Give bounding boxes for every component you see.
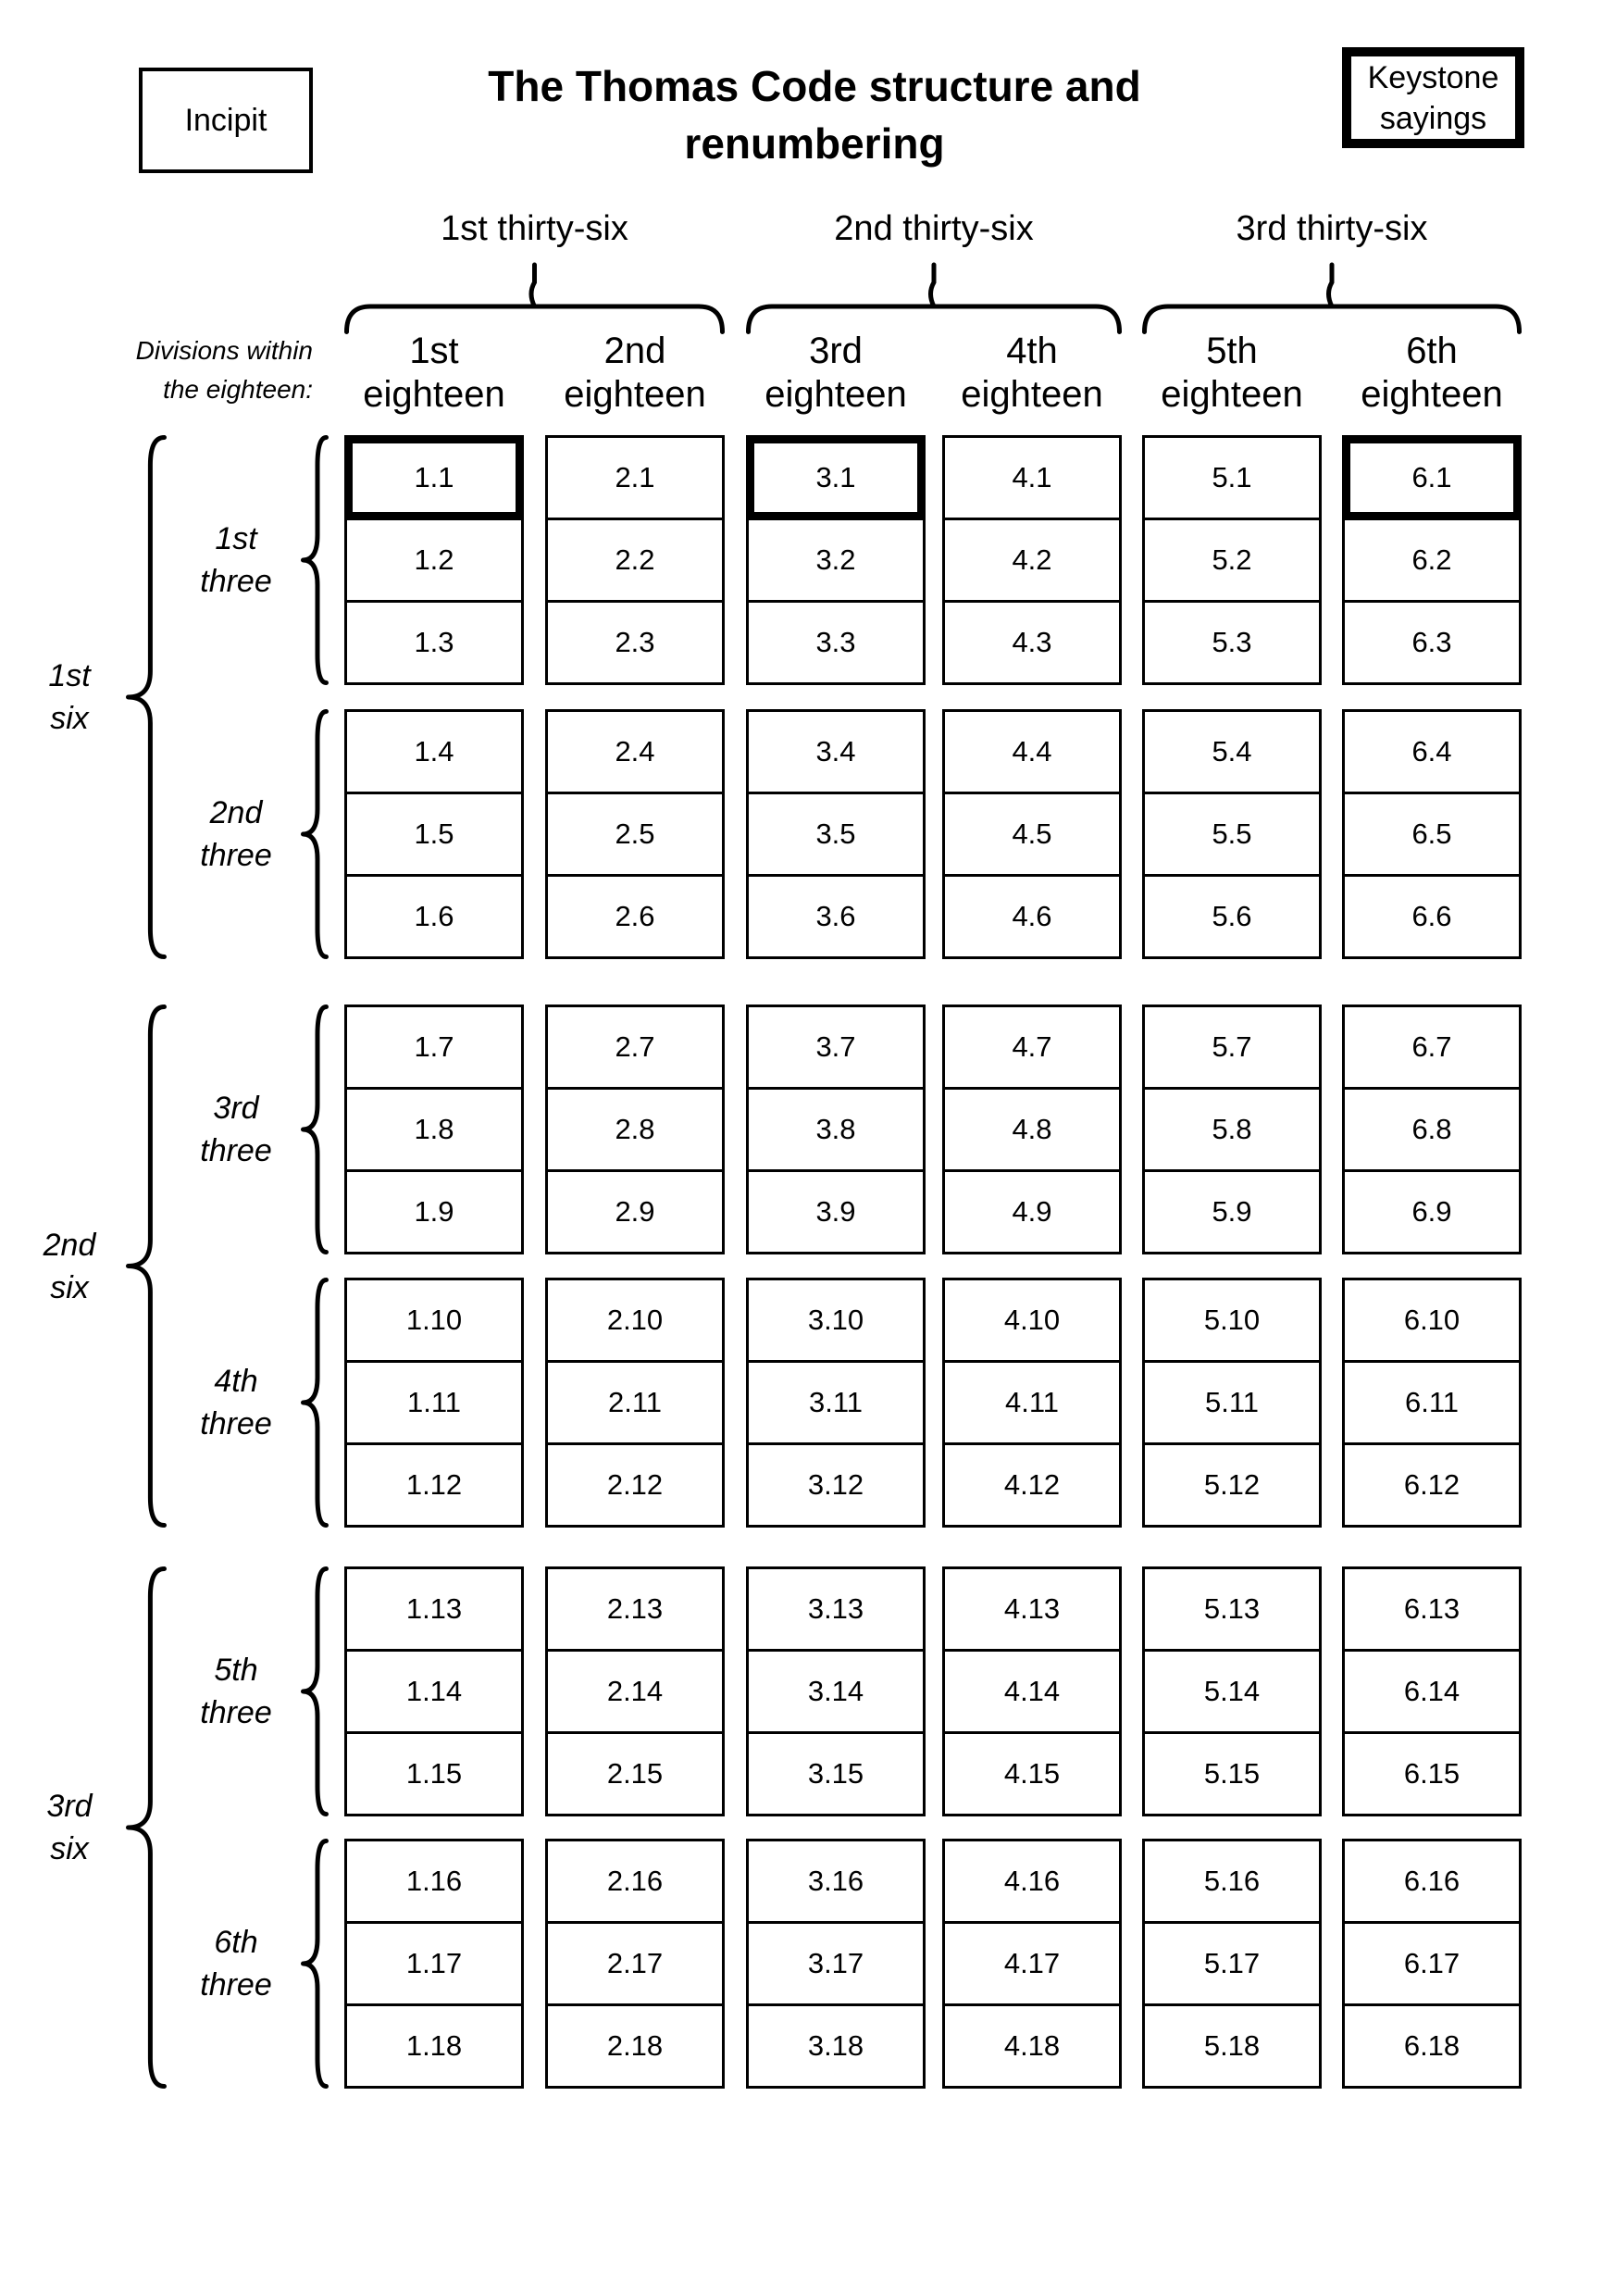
grid-cell: 4.1 <box>942 435 1122 520</box>
three-label-line-2: three <box>200 1967 272 2003</box>
column-header-line-1: 1st <box>409 331 459 371</box>
cell-group <box>746 1839 926 2089</box>
cell-group <box>746 1278 926 1528</box>
grid-cell: 4.16 <box>942 1839 1122 1924</box>
cell-group <box>545 709 725 959</box>
grid-cell: 3.5 <box>746 792 926 877</box>
column-header-line-1: 5th <box>1206 331 1258 371</box>
grid-cell: 2.11 <box>545 1360 725 1445</box>
grid-cell: 6.11 <box>1342 1360 1522 1445</box>
thirty-six-label: 3rd thirty-six <box>1236 209 1428 248</box>
title-line-2: renumbering <box>684 119 945 168</box>
grid-cell: 6.9 <box>1342 1169 1522 1254</box>
cell-group <box>746 1004 926 1254</box>
cell-group <box>1342 709 1522 959</box>
three-label-line-1: 5th <box>214 1653 258 1688</box>
six-label <box>9 1224 130 1309</box>
grid-cell: 5.6 <box>1142 874 1322 959</box>
grid-cell: 1.4 <box>344 709 524 794</box>
grid-cell: 1.3 <box>344 600 524 685</box>
six-label-line-2: six <box>50 701 89 736</box>
thirty-six-brace <box>1142 262 1522 334</box>
grid-cell: 1.8 <box>344 1087 524 1172</box>
grid-cell: 6.2 <box>1342 518 1522 603</box>
grid-cell: 1.14 <box>344 1649 524 1734</box>
three-label <box>167 1921 305 2006</box>
grid-cell: 6.7 <box>1342 1004 1522 1090</box>
grid-cell: 6.15 <box>1342 1731 1522 1816</box>
keystone-label-line-2: sayings <box>1379 100 1487 136</box>
cell-group <box>1342 1566 1522 1816</box>
grid-cell: 1.11 <box>344 1360 524 1445</box>
three-label-line-1: 3rd <box>213 1091 259 1126</box>
six-label-line-2: six <box>50 1269 89 1305</box>
column-header-line-2: eighteen <box>1361 374 1503 415</box>
six-brace <box>126 1566 167 2089</box>
cell-group <box>942 1004 1122 1254</box>
grid-cell: 1.18 <box>344 2003 524 2089</box>
grid-cell: 3.10 <box>746 1278 926 1363</box>
grid-cell: 6.14 <box>1342 1649 1522 1734</box>
grid-cell: 4.12 <box>942 1442 1122 1528</box>
grid-cell: 2.2 <box>545 518 725 603</box>
three-label <box>167 1649 305 1734</box>
grid-cell: 5.9 <box>1142 1169 1322 1254</box>
column-header-line-2: eighteen <box>363 374 505 415</box>
grid-cell: 3.2 <box>746 518 926 603</box>
keystone-cell: 6.1 <box>1342 435 1522 520</box>
grid-cell: 1.7 <box>344 1004 524 1090</box>
six-label-line-1: 1st <box>48 658 91 693</box>
column-header <box>522 330 748 417</box>
thirty-six-label: 2nd thirty-six <box>834 209 1034 248</box>
column-header <box>1319 330 1545 417</box>
grid-cell: 2.3 <box>545 600 725 685</box>
cell-group <box>1342 1278 1522 1528</box>
grid-cell: 5.2 <box>1142 518 1322 603</box>
cell-group <box>1142 1278 1322 1528</box>
grid-cell: 5.15 <box>1142 1731 1322 1816</box>
grid-cell: 5.5 <box>1142 792 1322 877</box>
grid-cell: 1.9 <box>344 1169 524 1254</box>
grid-cell: 5.12 <box>1142 1442 1322 1528</box>
grid-cell: 4.15 <box>942 1731 1122 1816</box>
grid-cell: 4.3 <box>942 600 1122 685</box>
cell-group <box>1142 435 1322 685</box>
grid-cell: 5.10 <box>1142 1278 1322 1363</box>
grid-cell: 1.17 <box>344 1921 524 2006</box>
three-label-line-1: 2nd <box>209 795 263 830</box>
cell-group <box>344 1004 524 1254</box>
column-header-line-2: eighteen <box>1161 374 1303 415</box>
cell-group <box>344 435 524 685</box>
grid-cell: 3.11 <box>746 1360 926 1445</box>
grid-cell: 2.12 <box>545 1442 725 1528</box>
grid-cell: 3.3 <box>746 600 926 685</box>
grid-cell: 2.1 <box>545 435 725 520</box>
thirty-six-brace <box>746 262 1122 334</box>
cell-group <box>1142 1566 1322 1816</box>
grid-cell: 4.9 <box>942 1169 1122 1254</box>
grid-cell: 6.17 <box>1342 1921 1522 2006</box>
three-label-line-2: three <box>200 1695 272 1730</box>
grid-cell: 5.7 <box>1142 1004 1322 1090</box>
grid-cell: 3.15 <box>746 1731 926 1816</box>
grid-cell: 5.18 <box>1142 2003 1322 2089</box>
cell-group <box>942 709 1122 959</box>
grid-cell: 6.4 <box>1342 709 1522 794</box>
grid-cell: 3.13 <box>746 1566 926 1652</box>
grid-cell: 6.6 <box>1342 874 1522 959</box>
cell-group <box>942 435 1122 685</box>
grid-cell: 2.5 <box>545 792 725 877</box>
three-label <box>167 1360 305 1445</box>
cell-group <box>746 1566 926 1816</box>
column-header-line-2: eighteen <box>961 374 1103 415</box>
cell-group <box>545 1278 725 1528</box>
grid-cell: 5.14 <box>1142 1649 1322 1734</box>
grid-cell: 3.9 <box>746 1169 926 1254</box>
keystone-label-line-1: Keystone <box>1367 59 1499 95</box>
cell-group <box>1142 1004 1322 1254</box>
three-label-line-1: 4th <box>214 1364 258 1399</box>
grid-cell: 4.5 <box>942 792 1122 877</box>
grid-cell: 4.17 <box>942 1921 1122 2006</box>
cell-group <box>344 1566 524 1816</box>
grid-cell: 2.16 <box>545 1839 725 1924</box>
grid-cell: 2.18 <box>545 2003 725 2089</box>
grid-cell: 5.17 <box>1142 1921 1322 2006</box>
grid-cell: 6.13 <box>1342 1566 1522 1652</box>
cell-group <box>545 1839 725 2089</box>
divisions-note-line-2: the eighteen: <box>163 375 313 404</box>
grid-cell: 2.14 <box>545 1649 725 1734</box>
thirty-six-label: 1st thirty-six <box>441 209 628 248</box>
grid-cell: 2.6 <box>545 874 725 959</box>
grid-cell: 4.7 <box>942 1004 1122 1090</box>
grid-cell: 6.12 <box>1342 1442 1522 1528</box>
column-header-line-1: 4th <box>1006 331 1058 371</box>
cell-group <box>545 1004 725 1254</box>
grid-cell: 5.16 <box>1142 1839 1322 1924</box>
grid-cell: 5.3 <box>1142 600 1322 685</box>
grid-cell: 6.18 <box>1342 2003 1522 2089</box>
grid-cell: 1.16 <box>344 1839 524 1924</box>
six-label-line-1: 3rd <box>46 1789 93 1824</box>
column-header-line-1: 3rd <box>809 331 863 371</box>
six-brace <box>126 1004 167 1528</box>
six-label <box>9 655 130 740</box>
grid-cell: 4.11 <box>942 1360 1122 1445</box>
grid-cell: 2.15 <box>545 1731 725 1816</box>
three-label-line-2: three <box>200 1133 272 1168</box>
grid-cell: 4.13 <box>942 1566 1122 1652</box>
cell-group <box>746 709 926 959</box>
column-header-line-1: 2nd <box>603 331 666 371</box>
grid-cell: 4.4 <box>942 709 1122 794</box>
grid-cell: 4.14 <box>942 1649 1122 1734</box>
grid-cell: 3.4 <box>746 709 926 794</box>
grid-cell: 2.9 <box>545 1169 725 1254</box>
six-brace <box>126 435 167 959</box>
column-header <box>321 330 547 417</box>
three-label <box>167 792 305 877</box>
grid-cell: 4.2 <box>942 518 1122 603</box>
grid-cell: 3.8 <box>746 1087 926 1172</box>
grid-cell: 3.14 <box>746 1649 926 1734</box>
grid-cell: 2.13 <box>545 1566 725 1652</box>
column-header <box>723 330 949 417</box>
cell-group <box>1342 1839 1522 2089</box>
cell-group <box>545 1566 725 1816</box>
title-line-1: The Thomas Code structure and <box>488 62 1141 110</box>
cell-group <box>344 709 524 959</box>
three-label-line-2: three <box>200 838 272 873</box>
six-label-line-1: 2nd <box>43 1227 96 1263</box>
grid-cell: 3.16 <box>746 1839 926 1924</box>
grid-cell: 6.3 <box>1342 600 1522 685</box>
grid-cell: 3.6 <box>746 874 926 959</box>
cell-group <box>746 435 926 685</box>
three-label-line-1: 6th <box>214 1925 258 1960</box>
grid-cell: 5.4 <box>1142 709 1322 794</box>
cell-group <box>1142 1839 1322 2089</box>
cell-group <box>1142 709 1322 959</box>
three-label <box>167 1087 305 1172</box>
three-label <box>167 518 305 603</box>
grid-cell: 3.18 <box>746 2003 926 2089</box>
grid-cell: 5.11 <box>1142 1360 1322 1445</box>
grid-cell: 4.8 <box>942 1087 1122 1172</box>
cell-group <box>1342 435 1522 685</box>
grid-cell: 1.13 <box>344 1566 524 1652</box>
cell-group <box>1342 1004 1522 1254</box>
grid-cell: 1.5 <box>344 792 524 877</box>
column-header-line-2: eighteen <box>564 374 706 415</box>
grid-cell: 2.7 <box>545 1004 725 1090</box>
grid-cell: 1.6 <box>344 874 524 959</box>
grid-cell: 5.8 <box>1142 1087 1322 1172</box>
column-header-line-1: 6th <box>1406 331 1458 371</box>
column-header <box>1119 330 1345 417</box>
divisions-note-line-1: Divisions within <box>135 336 313 365</box>
grid-cell: 2.4 <box>545 709 725 794</box>
grid-cell: 1.12 <box>344 1442 524 1528</box>
keystone-cell: 1.1 <box>344 435 524 520</box>
grid-cell: 1.15 <box>344 1731 524 1816</box>
incipit-label: Incipit <box>184 102 267 138</box>
cell-group <box>545 435 725 685</box>
grid-cell: 2.17 <box>545 1921 725 2006</box>
cell-group <box>942 1278 1122 1528</box>
grid-cell: 5.1 <box>1142 435 1322 520</box>
cell-group <box>344 1839 524 2089</box>
column-header <box>919 330 1145 417</box>
keystone-cell: 3.1 <box>746 435 926 520</box>
grid-cell: 3.12 <box>746 1442 926 1528</box>
grid-cell: 4.18 <box>942 2003 1122 2089</box>
cell-group <box>942 1566 1122 1816</box>
grid-cell: 1.2 <box>344 518 524 603</box>
grid-cell: 6.8 <box>1342 1087 1522 1172</box>
grid-cell: 5.13 <box>1142 1566 1322 1652</box>
grid-cell: 6.10 <box>1342 1278 1522 1363</box>
grid-cell: 6.16 <box>1342 1839 1522 1924</box>
three-label-line-2: three <box>200 1406 272 1441</box>
cell-group <box>344 1278 524 1528</box>
grid-cell: 4.6 <box>942 874 1122 959</box>
grid-cell: 3.7 <box>746 1004 926 1090</box>
grid-cell: 3.17 <box>746 1921 926 2006</box>
grid-cell: 2.8 <box>545 1087 725 1172</box>
thirty-six-brace <box>344 262 725 334</box>
grid-cell: 6.5 <box>1342 792 1522 877</box>
six-label-line-2: six <box>50 1831 89 1866</box>
three-label-line-2: three <box>200 564 272 599</box>
grid-cell: 1.10 <box>344 1278 524 1363</box>
column-header-line-2: eighteen <box>764 374 907 415</box>
grid-cell: 2.10 <box>545 1278 725 1363</box>
grid-cell: 4.10 <box>942 1278 1122 1363</box>
three-label-line-1: 1st <box>215 521 257 556</box>
six-label <box>9 1785 130 1870</box>
cell-group <box>942 1839 1122 2089</box>
